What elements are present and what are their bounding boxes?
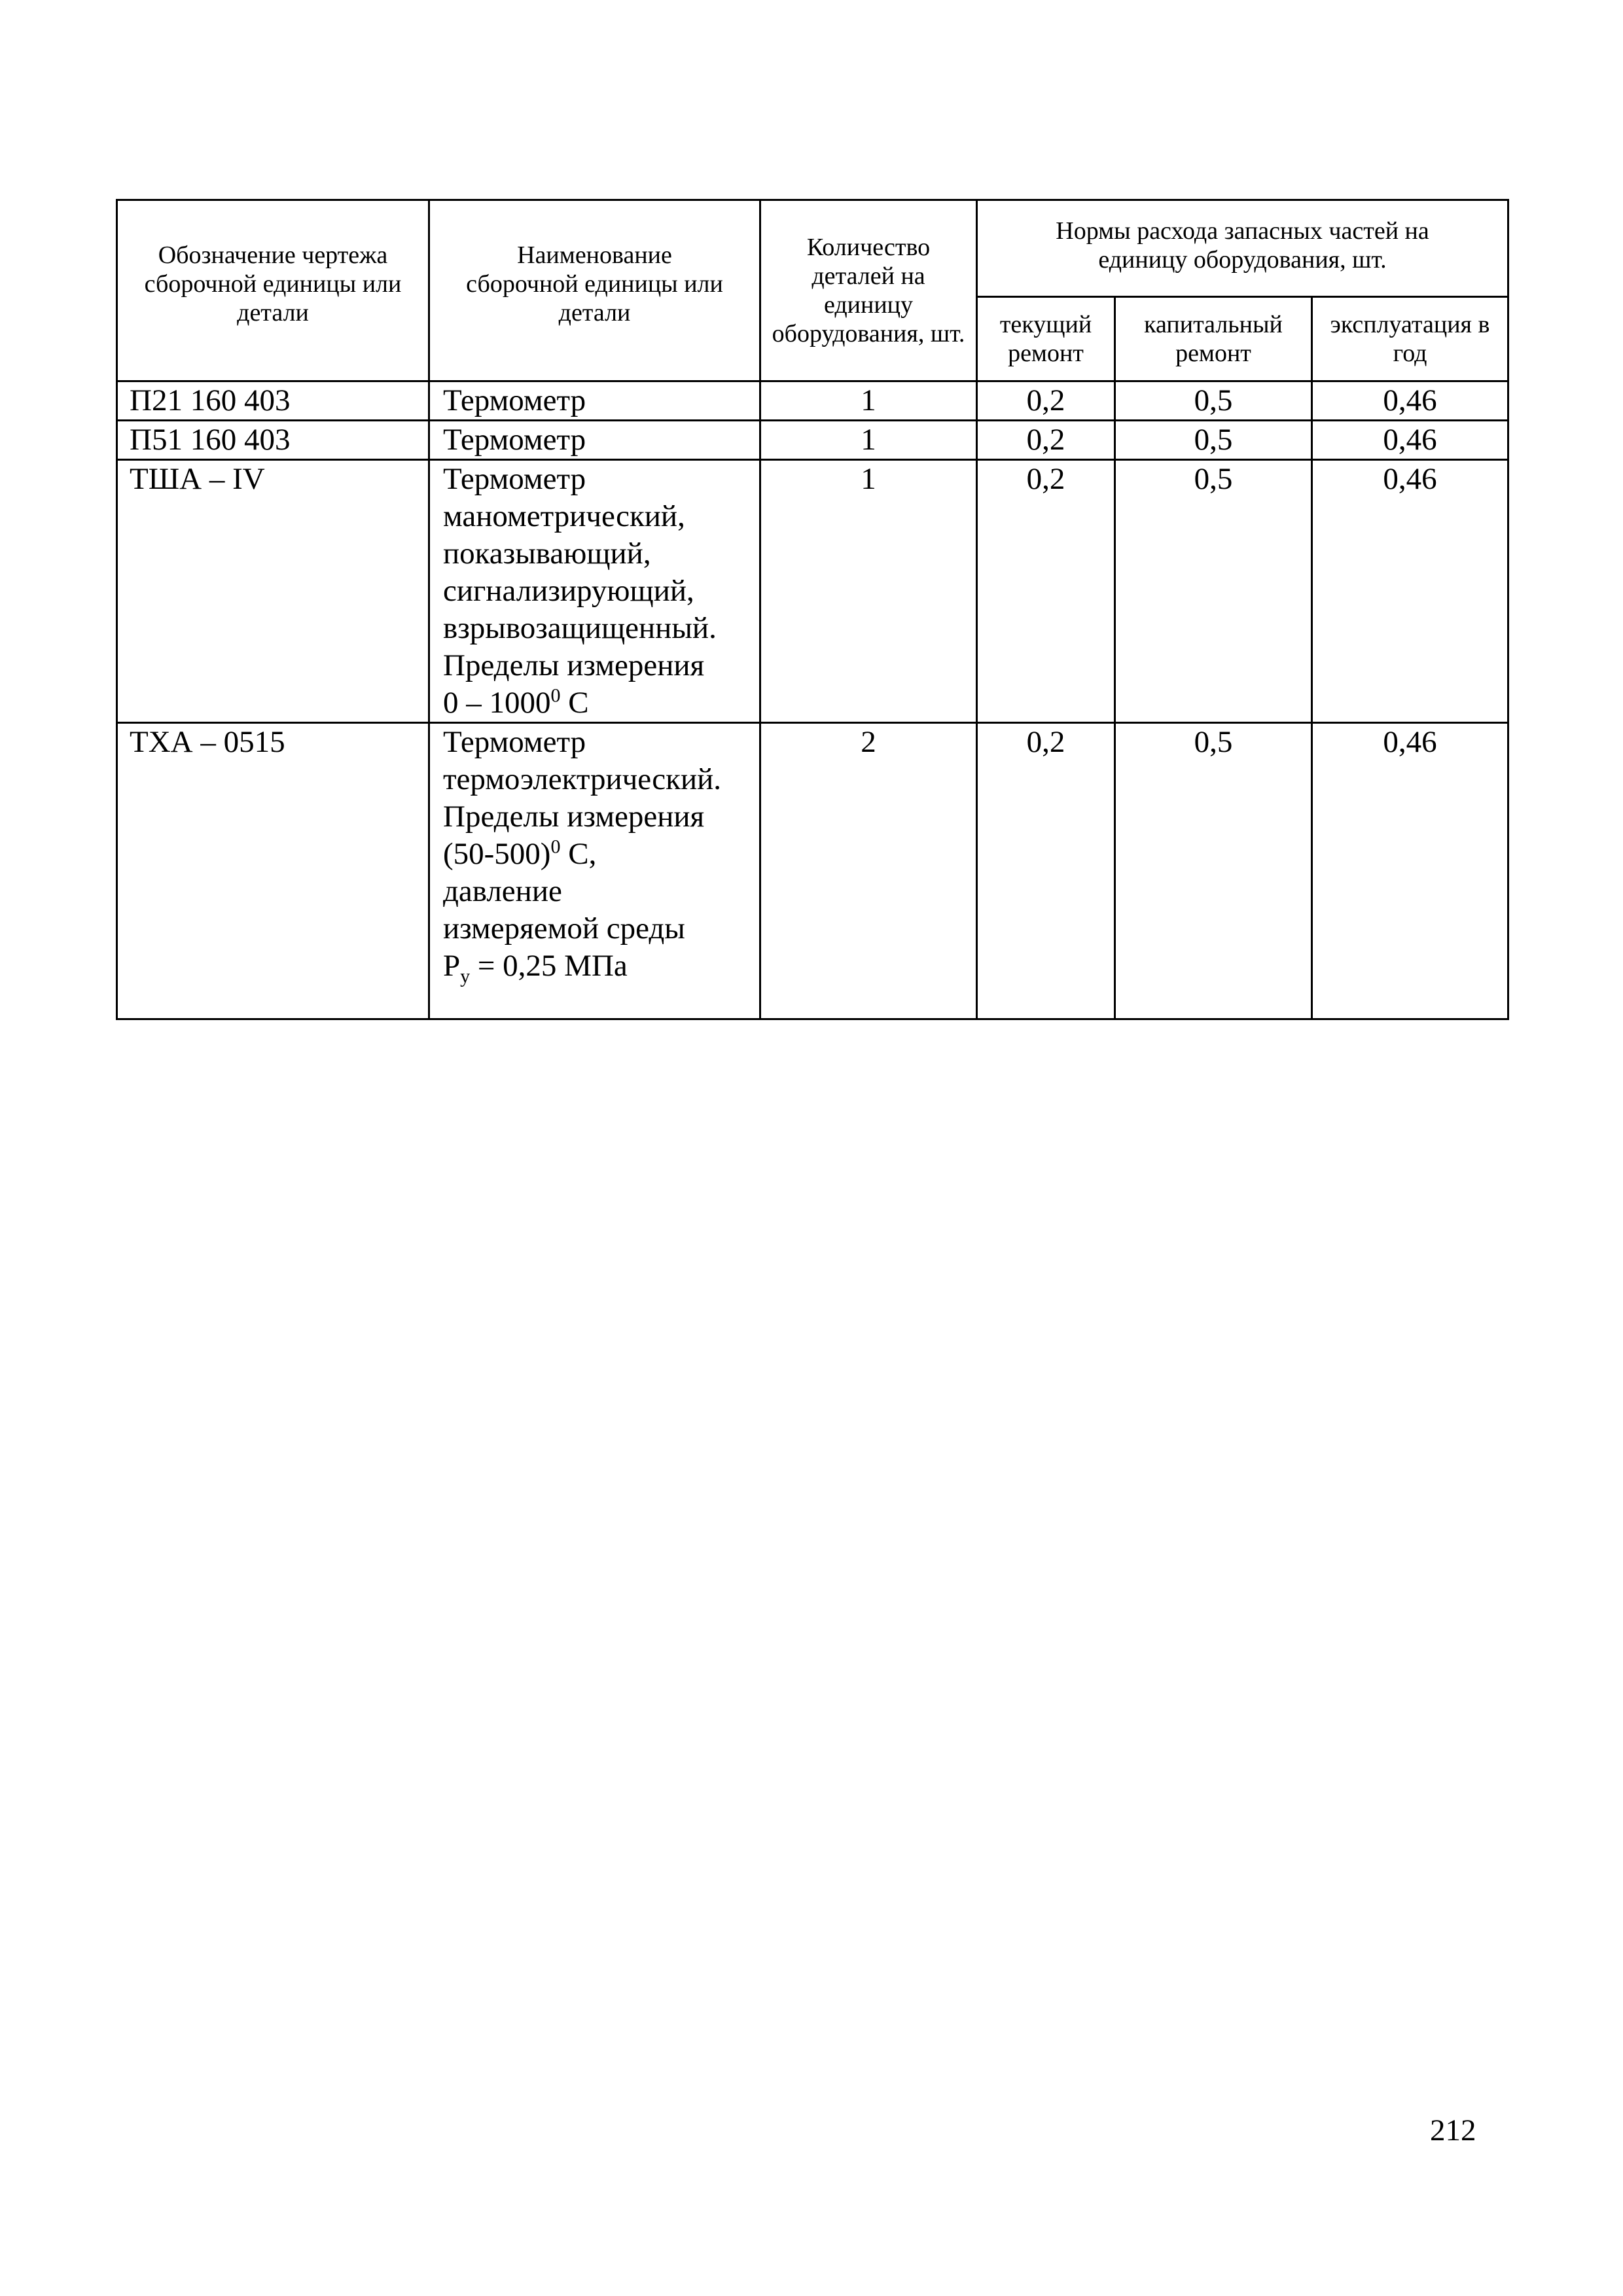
cell-code: ТША – IV xyxy=(117,460,429,723)
name-line: измеряемой среды xyxy=(443,911,685,945)
cell-code: П51 160 403 xyxy=(117,421,429,460)
cell-name: Термометр xyxy=(429,421,760,460)
name-line: показывающий, xyxy=(443,537,651,571)
cell-quantity: 2 xyxy=(760,723,977,1019)
table-header-row xyxy=(117,200,1508,297)
cell-name xyxy=(429,723,760,1019)
name-line: давление xyxy=(443,874,562,908)
cell-quantity: 1 xyxy=(760,421,977,460)
name-line: Пределы измерения xyxy=(443,648,705,682)
cell-operation-per-year: 0,46 xyxy=(1312,460,1508,723)
cell-capital-repair: 0,5 xyxy=(1115,421,1312,460)
table-row xyxy=(117,460,1508,723)
spare-parts-table xyxy=(116,199,1509,1020)
cell-operation-per-year: 0,46 xyxy=(1312,381,1508,421)
cell-name xyxy=(429,460,760,723)
cell-name: Термометр xyxy=(429,381,760,421)
cell-quantity: 1 xyxy=(760,460,977,723)
cell-code: ТХА – 0515 xyxy=(117,723,429,1019)
header-current-repair: текущий ремонт xyxy=(977,297,1115,381)
measurement-range: 0 – 1000$^0$ С xyxy=(443,684,589,720)
page-number: 212 xyxy=(1430,2113,1476,2147)
cell-current-repair: 0,2 xyxy=(977,381,1115,421)
header-drawing-designation: Обозначение чертежа сборочной единицы или детали xyxy=(117,200,429,381)
cell-capital-repair: 0,5 xyxy=(1115,723,1312,1019)
cell-current-repair: 0,2 xyxy=(977,460,1115,723)
name-line: манометрический, xyxy=(443,499,685,533)
header-norms-group: Нормы расхода запасных частей на единицу оборудования, шт. xyxy=(977,200,1508,297)
cell-current-repair: 0,2 xyxy=(977,723,1115,1019)
header-operation-per-year: эксплуатация в год xyxy=(1312,297,1508,381)
name-line: взрывозащищенный. xyxy=(443,611,717,645)
cell-capital-repair: 0,5 xyxy=(1115,381,1312,421)
header-capital-repair: капитальный ремонт xyxy=(1115,297,1312,381)
name-line: Термометр xyxy=(443,462,586,496)
header-quantity: Количество деталей на единицу оборудования, шт. xyxy=(760,200,977,381)
cell-quantity: 1 xyxy=(760,381,977,421)
cell-current-repair: 0,2 xyxy=(977,421,1115,460)
name-line: Пределы измерения xyxy=(443,800,705,834)
name-line: термоэлектрический. xyxy=(443,762,722,796)
table-row xyxy=(117,381,1508,421)
pressure-value: $Р_у = 0,25$ МПа xyxy=(443,949,628,987)
header-name: Наименование сборочной единицы или детали xyxy=(429,200,760,381)
cell-code: П21 160 403 xyxy=(117,381,429,421)
cell-capital-repair: 0,5 xyxy=(1115,460,1312,723)
cell-operation-per-year: 0,46 xyxy=(1312,421,1508,460)
name-line: сигнализирующий, xyxy=(443,574,694,608)
table-row xyxy=(117,421,1508,460)
cell-operation-per-year: 0,46 xyxy=(1312,723,1508,1019)
measurement-range: $(50-500)^0$ С, xyxy=(443,836,597,871)
name-line: Термометр xyxy=(443,725,586,759)
table-row xyxy=(117,723,1508,1019)
